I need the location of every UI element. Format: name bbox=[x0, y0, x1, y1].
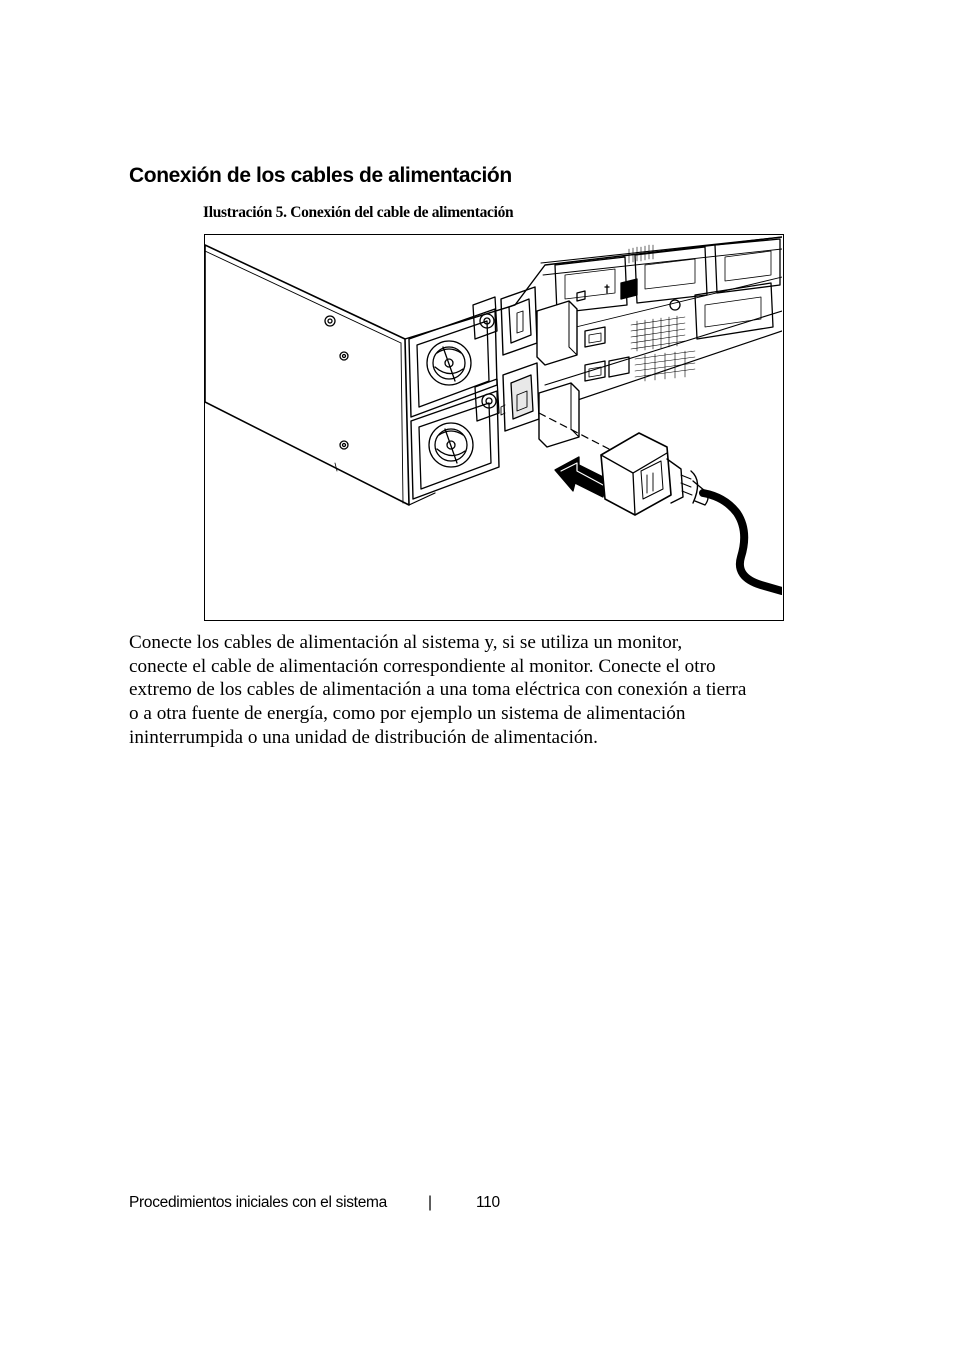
paragraph-line: conecte el cable de alimentación correspondiente al monitor. Conecte el otro bbox=[129, 655, 716, 677]
page-footer bbox=[0, 1194, 954, 1216]
section-title: Conexión de los cables de alimentación bbox=[129, 164, 512, 187]
page-number: 110 bbox=[476, 1194, 500, 1211]
power-cord bbox=[601, 433, 782, 591]
paragraph-line: extremo de los cables de alimentación a una toma eléctrica con conexión a tierra bbox=[129, 679, 747, 701]
cable-brackets bbox=[537, 301, 579, 447]
insertion-arrow-icon bbox=[555, 457, 607, 497]
figure-caption: Ilustración 5. Conexión del cable de alimentación bbox=[203, 204, 514, 221]
power-cable-illustration bbox=[204, 234, 784, 621]
paragraph-line: Conecte los cables de alimentación al sistema y, si se utiliza un monitor, bbox=[129, 632, 683, 653]
power-supply-units bbox=[409, 287, 539, 499]
footer-title: Procedimientos iniciales con el sistema bbox=[129, 1194, 387, 1211]
paragraph-line: o a otra fuente de energía, como por ejemplo un sistema de alimentación bbox=[129, 703, 686, 725]
footer-separator: | bbox=[428, 1194, 432, 1211]
server-chassis bbox=[205, 237, 782, 505]
instruction-paragraph bbox=[129, 631, 889, 750]
paragraph-line: ininterrumpida o una unidad de distribución de alimentación. bbox=[129, 726, 598, 748]
